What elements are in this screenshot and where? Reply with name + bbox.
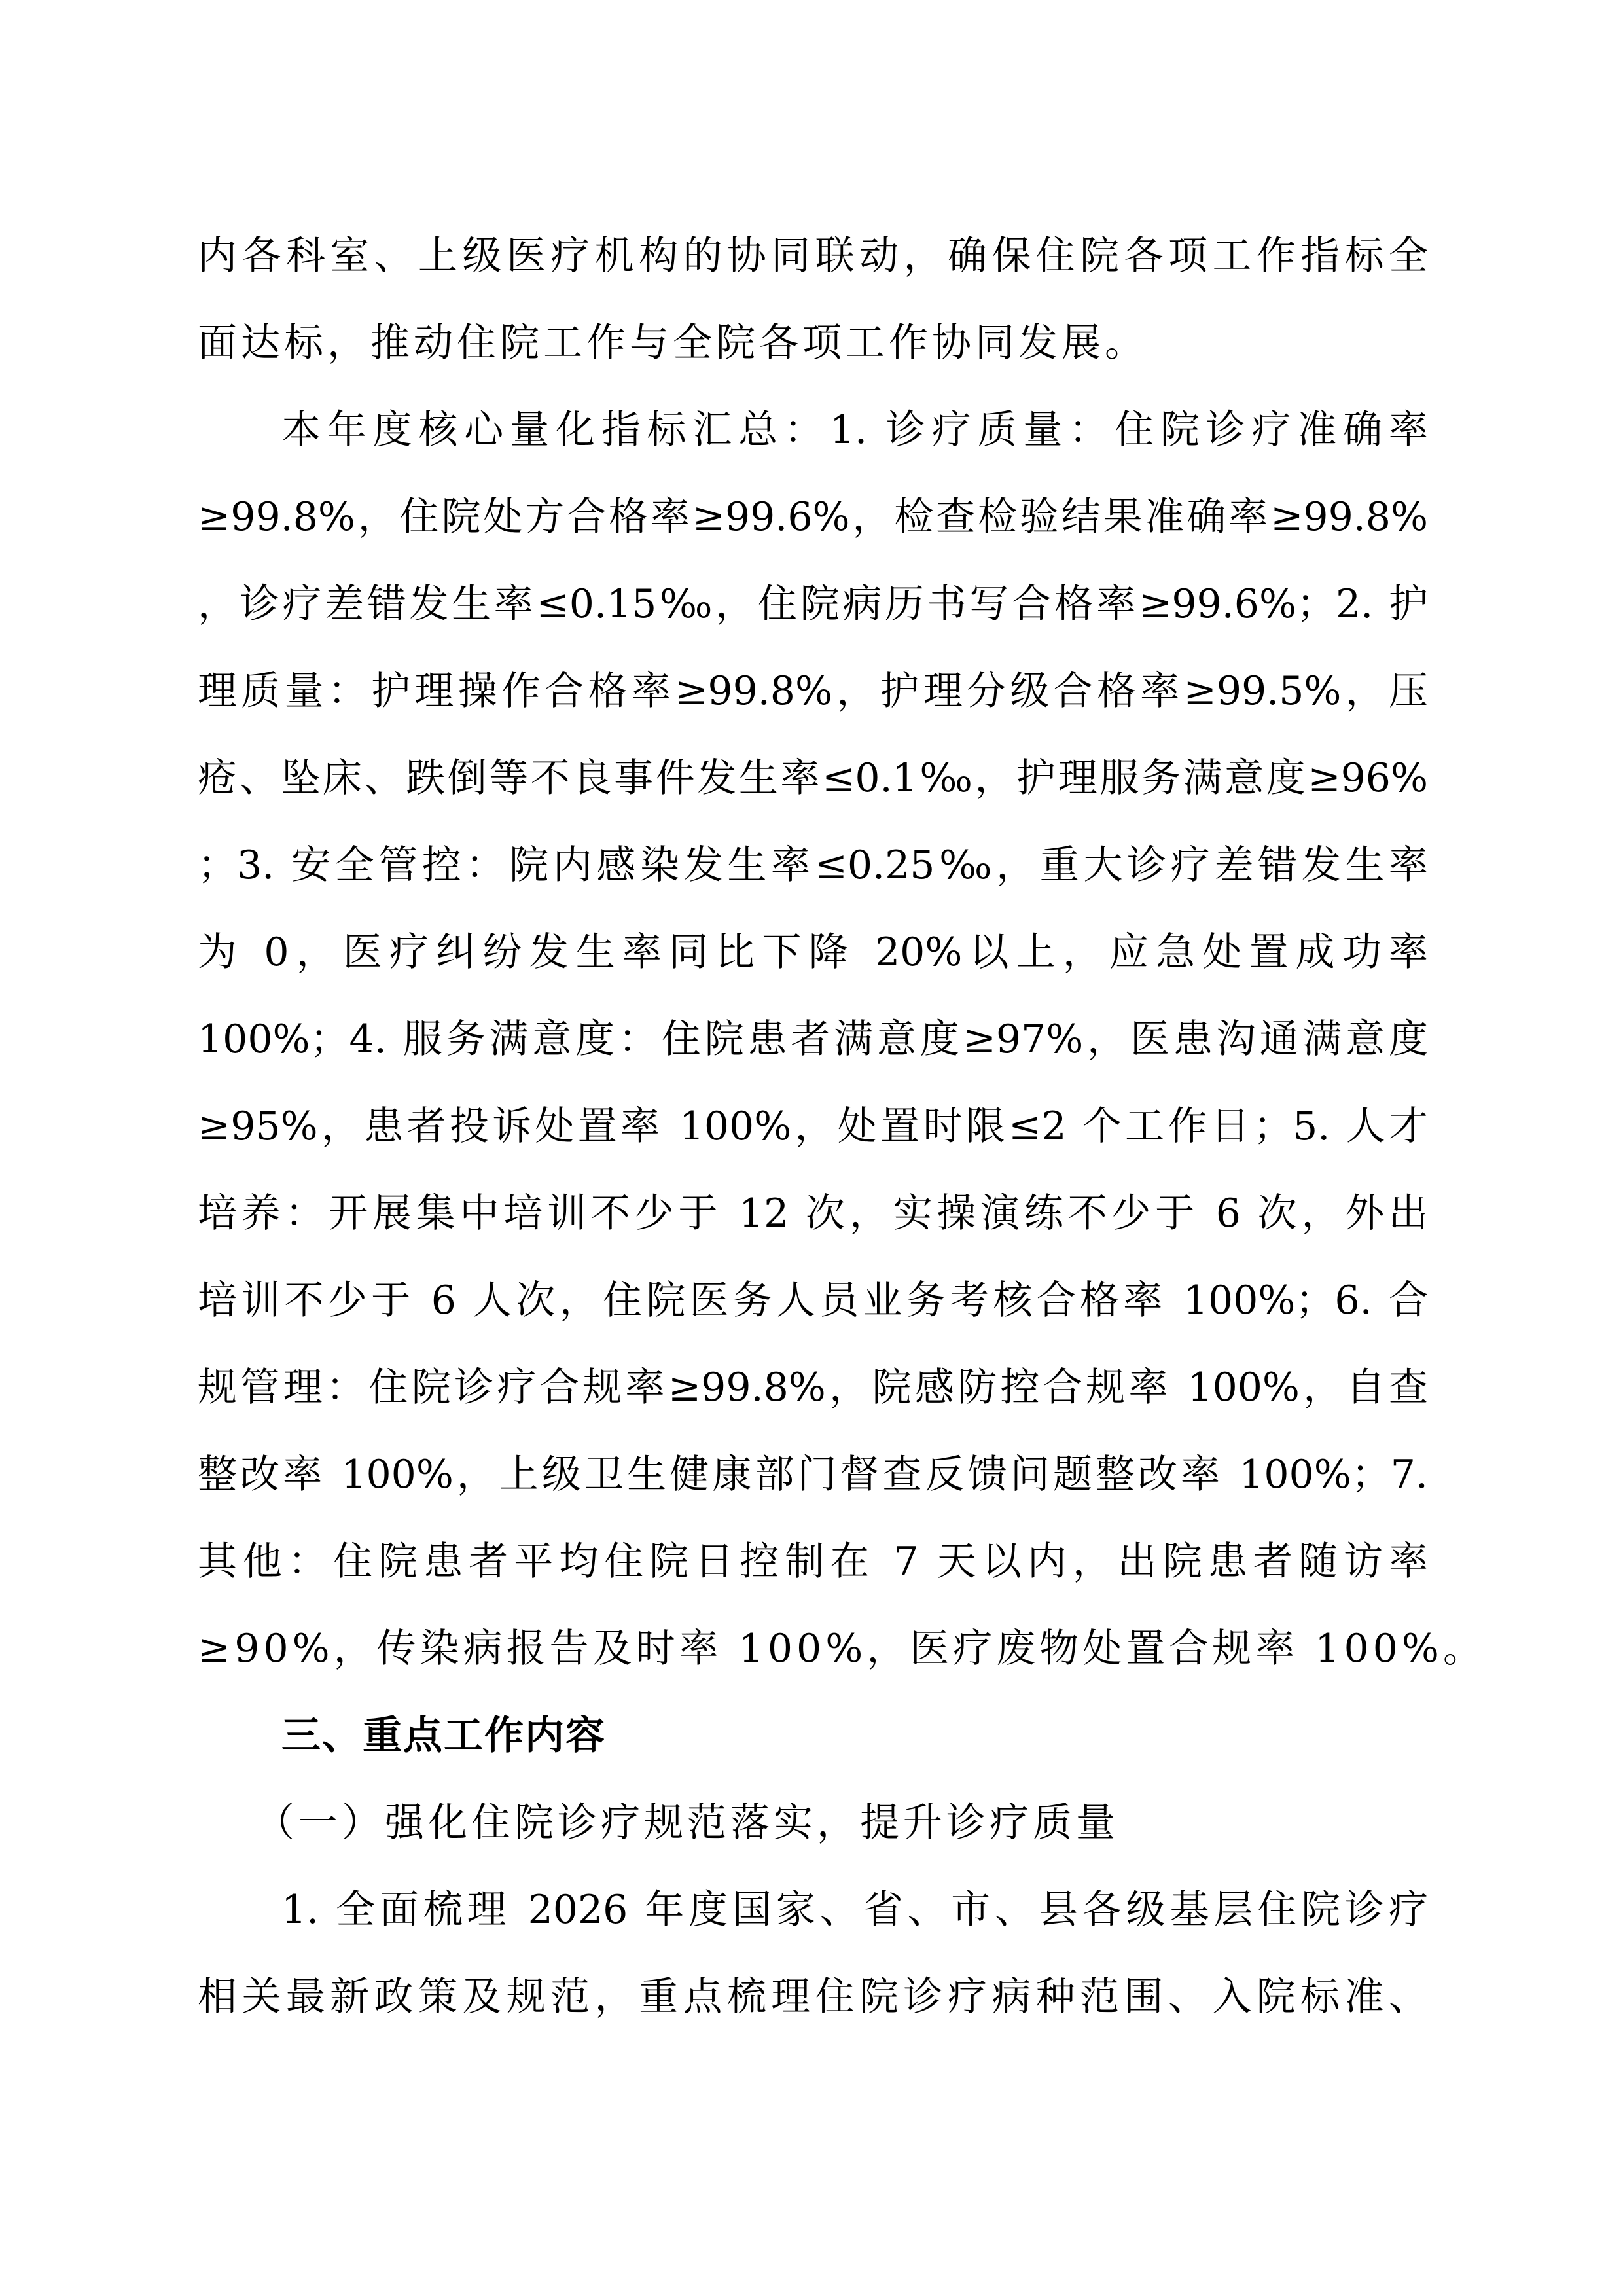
paragraph-line: 面达标，推动住院工作与全院各项工作协同发展。 — [198, 320, 1148, 366]
paragraph-line: 整改率 100%，上级卫生健康部门督查反馈问题整改率 100%；7. — [198, 1452, 1428, 1498]
paragraph-line: 相关最新政策及规范，重点梳理住院诊疗病种范围、入院标准、 — [198, 1974, 1428, 2020]
paragraph-line: ≥99.8%，住院处方合格率≥99.6%，检查检验结果准确率≥99.8% — [198, 494, 1428, 540]
paragraph-line: 疮、坠床、跌倒等不良事件发生率≤0.1‰，护理服务满意度≥96% — [198, 755, 1428, 801]
paragraph-line: ≥90%，传染病报告及时率 100%，医疗废物处置合规率 100%。 — [198, 1626, 1486, 1672]
paragraph-line: 规管理：住院诊疗合规率≥99.8%，院感防控合规率 100%，自查 — [198, 1365, 1428, 1410]
paragraph-line: 培养：开展集中培训不少于 12 次，实操演练不少于 6 次，外出 — [198, 1191, 1428, 1236]
subsection-heading: （一）强化住院诊疗规范落实，提升诊疗质量 — [255, 1800, 1119, 1846]
paragraph-line: 培训不少于 6 人次，住院医务人员业务考核合格率 100%；6. 合 — [198, 1278, 1428, 1323]
paragraph-line: ，诊疗差错发生率≤0.15‰，住院病历书写合格率≥99.6%；2. 护 — [198, 581, 1428, 627]
paragraph-line-indented: 本年度核心量化指标汇总：1. 诊疗质量：住院诊疗准确率 — [281, 407, 1428, 453]
paragraph-line: 为 0，医疗纠纷发生率同比下降 20%以上，应急处置成功率 — [198, 929, 1428, 975]
paragraph-line: 理质量：护理操作合格率≥99.8%，护理分级合格率≥99.5%，压 — [198, 668, 1428, 714]
paragraph-line: 其他：住院患者平均住院日控制在 7 天以内，出院患者随访率 — [198, 1539, 1428, 1585]
paragraph-line-indented: 1. 全面梳理 2026 年度国家、省、市、县各级基层住院诊疗 — [281, 1887, 1428, 1933]
paragraph-line: ≥95%，患者投诉处置率 100%，处置时限≤2 个工作日；5. 人才 — [198, 1103, 1428, 1149]
section-heading: 三、重点工作内容 — [281, 1713, 606, 1759]
paragraph-line: 100%；4. 服务满意度：住院患者满意度≥97%，医患沟通满意度 — [198, 1016, 1428, 1062]
paragraph-line: ；3. 安全管控：院内感染发生率≤0.25‰，重大诊疗差错发生率 — [198, 842, 1428, 888]
paragraph-line: 内各科室、上级医疗机构的协同联动，确保住院各项工作指标全 — [198, 233, 1428, 279]
